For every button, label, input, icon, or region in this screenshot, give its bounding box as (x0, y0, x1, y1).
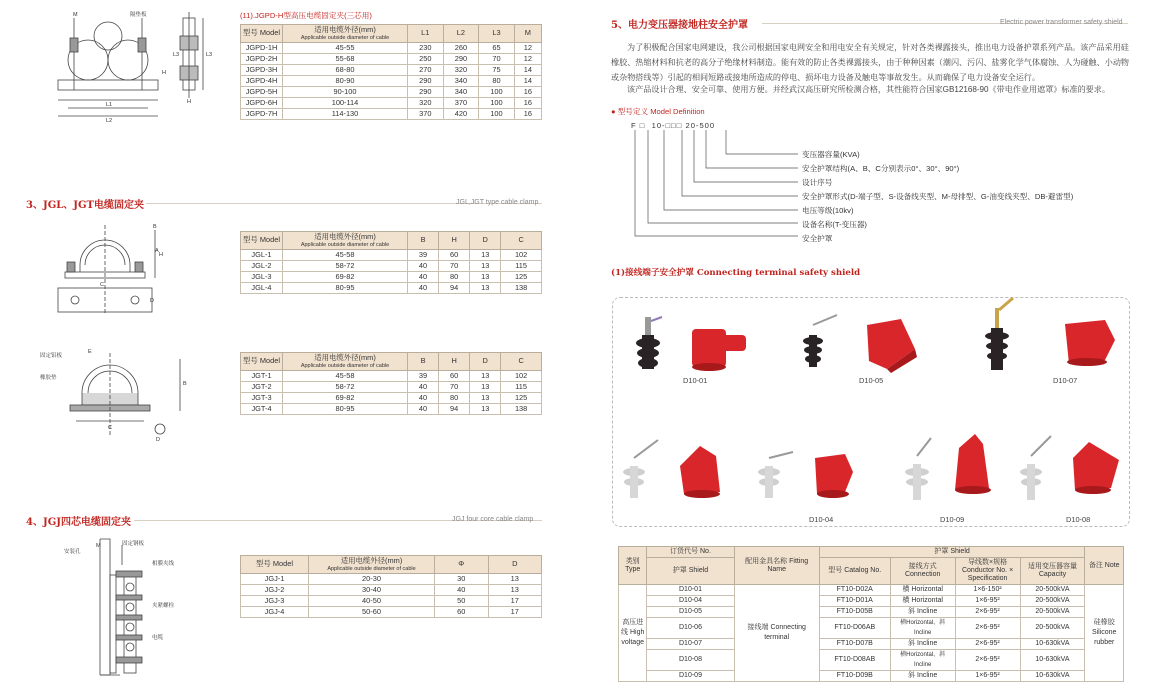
model-item-capacity: 变压器容量(KVA) (802, 150, 860, 159)
spec-fitting-cell: 接线端 Connecting terminal (734, 585, 819, 682)
product-d10-08-image (1015, 428, 1125, 508)
spec-header-conductor: 导线数×规格 Conductor No. × Specification (955, 558, 1020, 585)
spec-header-connection: 接线方式 Connection (890, 558, 955, 585)
jgpd-label-spacer: 隔垫板 (130, 12, 147, 18)
table-row: JGPD-4H 80-90 290 340 80 14 (241, 75, 542, 86)
jgt-header-c: C (501, 353, 542, 371)
jgt-label-e: E (88, 349, 92, 355)
jgl-header-b: B (408, 232, 439, 250)
product-d10-01-image (622, 305, 762, 375)
table-row: JGPD-7H 114-130 370 420 100 16 (241, 108, 542, 119)
spec-header-fitting: 配用金具名称 Fitting Name (734, 547, 819, 585)
jgj-header-model: 型号 Model (241, 556, 309, 574)
model-title: ● 型号定义 Model Definition (611, 107, 705, 116)
jgt-spec-table (240, 352, 542, 415)
jgt-label-plate: 固定铝板 (40, 353, 63, 359)
product-d10-05b-image (753, 432, 863, 502)
spec-header-shield: 护罩 Shield (647, 558, 734, 585)
jgj-label-bolt: 夹紧螺栓 (152, 603, 175, 609)
jgpd-label-h2: H (187, 99, 191, 105)
jgt-label-rubber: 橡胶垫 (40, 375, 57, 381)
jgpd-label-h: H (162, 70, 166, 76)
jgpd-header-l1: L1 (408, 25, 444, 43)
table-row: JGPD-5H 90-100 290 340 100 16 (241, 86, 542, 97)
model-code: F □ 10-□□□ 20-500 (631, 121, 716, 130)
model-item-structure: 安全护罩结构(A、B、C分别表示0°、30°、90°) (802, 164, 960, 173)
table-row: JGL-1 45-58 39 60 13 102 (241, 249, 542, 260)
product-caption-d10-05: D10-05 (859, 376, 884, 385)
table-row: JGPD-3H 68-80 270 320 75 14 (241, 64, 542, 75)
model-item-design-no: 设计序号 (802, 178, 833, 187)
jgpd-header-l3: L3 (479, 25, 515, 43)
jgpd-label-l3: L3 (206, 52, 213, 58)
table-row: JGL-2 58-72 40 70 13 115 (241, 260, 542, 271)
intro-paragraph-2: 该产品设计合理、安全可靠、使用方便。并经武汉高压研究所检测合格，其性能符合国家GB12168-90《带电作业用遮罩》标准的要求。 (627, 85, 1110, 94)
table-row: JGJ-4 50-60 60 17 (241, 606, 542, 617)
jgpd-header-diameter: 适用电缆外径(mm) Applicable outside diameter of cable (283, 25, 408, 43)
jgl-header-c: C (501, 232, 542, 250)
jgj-label-clip: 相膜夹线 (152, 561, 175, 567)
jgl-header-h: H (439, 232, 470, 250)
product-caption-d10-07: D10-07 (1053, 376, 1078, 385)
spec-header-capacity: 适用变压器容量 Capacity (1020, 558, 1085, 585)
jgj-label-m: M (96, 543, 101, 549)
table-row: JGT-4 80-95 40 94 13 138 (241, 403, 542, 414)
product-d10-09-image (897, 428, 1007, 508)
jgj-clamp-drawing (60, 535, 210, 685)
jgt-header-h: H (439, 353, 470, 371)
product-d10-07-image (981, 294, 1131, 374)
jgj-spec-table (240, 555, 542, 618)
table-row: D10-07 FT10-D07B 斜 Incline 2×6-95² 10-630kVA (619, 639, 1124, 650)
table-row: JGPD-2H 55-68 250 290 70 12 (241, 53, 542, 64)
jgj-section-title: 4、JGJ四芯电缆固定夹 (26, 517, 131, 528)
table-row: JGJ-1 20-30 30 13 (241, 573, 542, 584)
jgl-label-c: C (100, 282, 104, 288)
jgt-clamp-drawing (40, 345, 200, 445)
table-row: D10-08 FT10-D08AB 横Horizontal、斜Incline 2×6-95² 10-630kVA (619, 650, 1124, 671)
jgl-header-diameter: 适用电缆外径(mm) Applicable outside diameter of cable (283, 232, 408, 250)
spec-header-note: 备注 Note (1085, 547, 1124, 585)
jgj-label-hole: 安装孔 (64, 549, 81, 555)
product-caption-d10-08: D10-08 (1066, 515, 1091, 524)
jgpd-label-l1: L1 (106, 102, 113, 108)
jgpd-header-l2: L2 (443, 25, 479, 43)
table-row: JGJ-3 40-50 50 17 (241, 595, 542, 606)
jgpd-label-m: M (73, 12, 78, 18)
bullet-icon: ● (611, 107, 616, 116)
table-row: JGPD-1H 45-55 230 260 65 12 (241, 42, 542, 53)
product-caption-d10-01: D10-01 (683, 376, 708, 385)
model-item-shield: 安全护罩 (802, 234, 833, 243)
jgl-label-d: D (150, 298, 154, 304)
jgl-spec-table (240, 231, 542, 294)
jgpd-header-m: M (514, 25, 541, 43)
intro-paragraph-1: 为了积极配合国家电网建设，我公司根据国家电网安全和用电安全有关规定，针对各类裸露接头，推出电力设备护罩系列产品。该产品采用硅橡胶、热缩材料和抗老的高分子绝缘材料制造。能有效的防止各类裸露接头，由于种种因素（潮闪、污闪、盐雾化学气体腐蚀、人为碰触、小动物或杂物搭线等）引起的相间短路或接地所造成的停电、损坏电力设备及触电等事故发生。从而确保了电力设备安全运行。 (611, 43, 1130, 82)
jgl-header-d: D (470, 232, 501, 250)
jgt-header-d: D (470, 353, 501, 371)
spec-header-catalog: 型号 Catalog No. (819, 558, 890, 585)
model-item-form: 安全护罩形式(D-端子型、S-设备线夹型、M-母排型、G-油变线夹型、DB-避雷型) (802, 192, 1074, 201)
jgpd-spec-table (240, 24, 542, 120)
jgj-header-d: D (488, 556, 542, 574)
jgpd-clamp-drawing (48, 8, 268, 123)
table-row: JGPD-6H 100-114 320 370 100 16 (241, 97, 542, 108)
table-row: D10-06 FT10-D06AB 横Horizontal、斜Incline 2×6-95² 20-500kVA (619, 618, 1124, 639)
jgj-label-plate: 固定钢板 (122, 541, 145, 547)
model-item-equipment: 设备名称(T-变压器) (802, 220, 867, 229)
table-row: 高压进线 High voltage D10-01 接线端 Connecting terminal FT10-D02A 横 Horizontal 1×6-150² 20-500kVA 硅橡胶 Silicone rubber (619, 585, 1124, 596)
table-row: JGT-2 58-72 40 70 13 115 (241, 381, 542, 392)
table-row: D10-09 FT10-D09B 斜 Incline 1×6-95² 10-630kVA (619, 671, 1124, 682)
jgl-label-a: A (155, 248, 159, 254)
table-row: D10-05 FT10-D05B 斜 Incline 2×6-95² 20-500kVA (619, 607, 1124, 618)
jgt-label-c: C (108, 425, 112, 431)
jgpd-header-model: 型号 Model (241, 25, 283, 43)
spec-header-order-no: 订货代号 No. (647, 547, 734, 558)
table-row: JGL-4 80-95 40 94 13 138 (241, 282, 542, 293)
spec-header-shield-group: 护罩 Shield (819, 547, 1085, 558)
model-definition-lines (630, 130, 810, 240)
right-section-title: 5、电力变压器接地柱安全护罩 (611, 20, 748, 31)
jgpd-title: (11).JGPD-H型高压电缆固定夹(三芯用) (240, 11, 372, 20)
product-caption-d10-09: D10-09 (940, 515, 965, 524)
spec-note-cell: 硅橡胶 Silicone rubber (1085, 585, 1124, 682)
jgpd-label-l3b: L3 (173, 52, 180, 58)
product-d10-05-image (797, 305, 937, 375)
jgt-header-diameter: 适用电缆外径(mm) Applicable outside diameter of cable (283, 353, 408, 371)
jgl-label-h: H (159, 252, 163, 258)
jgj-header-phi: Φ (435, 556, 489, 574)
jgl-section-title: 3、JGL、JGT电缆固定夹 (26, 200, 144, 211)
spec-category-cell: 高压进线 High voltage (619, 585, 647, 682)
jgj-header-diameter: 适用电缆外径(mm) Applicable outside diameter of cable (309, 556, 435, 574)
model-item-voltage: 电压等级(10kv) (802, 206, 854, 215)
jgt-label-d: D (156, 437, 160, 443)
jgt-header-model: 型号 Model (241, 353, 283, 371)
jgl-clamp-drawing (55, 220, 185, 320)
jgj-section-subtitle: JGJ four core cable clamp (452, 516, 534, 523)
jgt-header-b: B (408, 353, 439, 371)
right-section-subtitle: Electric power transformer safety shield (1000, 19, 1123, 26)
table-row: JGL-3 69-82 40 80 13 125 (241, 271, 542, 282)
product-caption-d10-04: D10-04 (809, 515, 834, 524)
jgpd-label-l2: L2 (106, 118, 113, 124)
table-row: D10-04 FT10-D01A 横 Horizontal 1×6-95² 20-500kVA (619, 596, 1124, 607)
jgl-label-b: B (153, 224, 157, 230)
table-row: JGT-3 69-82 40 80 13 125 (241, 392, 542, 403)
shield-spec-table (618, 546, 1124, 682)
product-d10-04-image (620, 432, 730, 502)
jgl-header-model: 型号 Model (241, 232, 283, 250)
jgl-section-subtitle: JGL,JGT type cable clamp (456, 199, 539, 206)
jgt-label-b: B (183, 381, 187, 387)
terminal-shield-title: (1)接线端子安全护罩 Connecting terminal safety shield (611, 268, 861, 278)
table-row: JGT-1 45-58 39 60 13 102 (241, 370, 542, 381)
spec-header-category: 类别 Type (619, 547, 647, 585)
jgj-label-cable: 电缆 (152, 635, 164, 641)
table-row: JGJ-2 30-40 40 13 (241, 584, 542, 595)
